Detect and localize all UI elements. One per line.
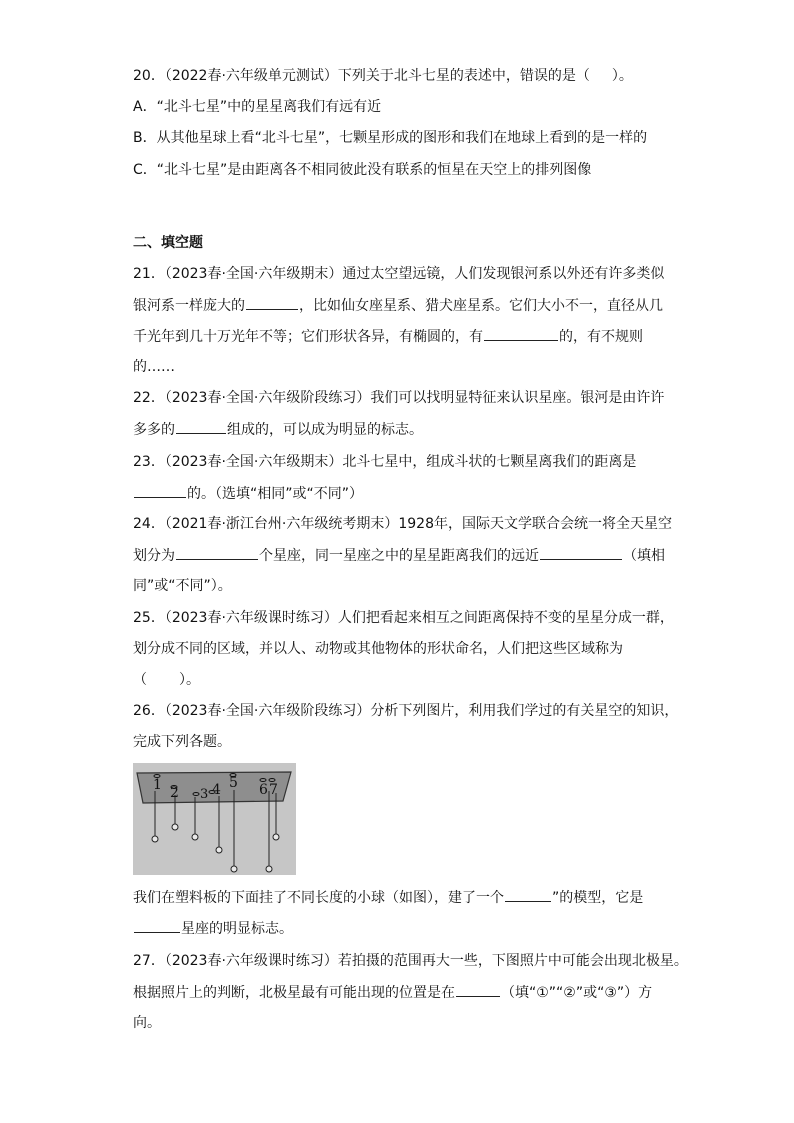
q25-line3: （ ）。 bbox=[133, 672, 200, 688]
q24-blank-1[interactable] bbox=[176, 545, 258, 560]
q26-blank-1[interactable] bbox=[505, 887, 551, 902]
q24-line1: 24．（2021春·浙江台州·六年级统考期末）1928年，国际天文学联合会统一将全天星空 bbox=[133, 516, 672, 532]
q27-line2: 根据照片上的判断，北极星最有可能出现的位置是在 （填“①”“②”或“③”）方 bbox=[133, 982, 652, 1003]
q23-blank[interactable] bbox=[134, 483, 186, 498]
fig-label-6: 6 bbox=[259, 782, 268, 798]
q24-line2: 划分为 个星座，同一星座之中的星星距离我们的远近 （填相 bbox=[133, 545, 665, 566]
q20-option-c[interactable]: C．“北斗七星”是由距离各不相同彼此没有联系的恒星在天空上的排列图像 bbox=[133, 162, 592, 178]
q24-line3: 同”或“不同”）。 bbox=[133, 578, 232, 594]
q23-line1: 23．（2023春·全国·六年级期末）北斗七星中，组成斗状的七颗星离我们的距离是 bbox=[133, 454, 637, 470]
fig-label-4: 4 bbox=[212, 782, 221, 798]
fig-label-1: 1 bbox=[153, 777, 162, 793]
q22-line2: 多多的 组成的，可以成为明显的标志。 bbox=[133, 419, 423, 440]
q20-option-b[interactable]: B．从其他星球上看“北斗七星”，七颗星形成的图形和我们在地球上看到的是一样的 bbox=[133, 130, 648, 146]
q21-blank-2[interactable] bbox=[484, 326, 558, 341]
q27-blank[interactable] bbox=[456, 982, 500, 997]
q21-line1: 21．（2023春·全国·六年级期末）通过太空望远镜，人们发现银河系以外还有许多类似 bbox=[133, 266, 665, 282]
q25-line1: 25．（2023春·六年级课时练习）人们把看起来相互之间距离保持不变的星星分成一群， bbox=[133, 610, 674, 626]
q20-stem: 20．（2022春·六年级单元测试）下列关于北斗七星的表述中，错误的是（ ）。 bbox=[133, 68, 633, 84]
q21-blank-1[interactable] bbox=[246, 295, 298, 310]
section-title: 二、填空题 bbox=[133, 235, 203, 251]
q24-blank-2[interactable] bbox=[540, 545, 622, 560]
q27-line3: 向。 bbox=[133, 1015, 161, 1031]
constellation-model-photo bbox=[133, 763, 296, 875]
q20-option-a[interactable]: A．“北斗七星”中的星星离我们有远有近 bbox=[133, 99, 382, 115]
fig-label-3: 3 bbox=[200, 787, 209, 802]
q21-line4: 的…… bbox=[133, 359, 175, 375]
q26-line3: 我们在塑料板的下面挂了不同长度的小球（如图），建了一个 ”的模型，它是 bbox=[133, 887, 643, 908]
q22-line1: 22．（2023春·全国·六年级阶段练习）我们可以找明显特征来认识星座。银河是由许许 bbox=[133, 390, 665, 406]
fig-label-5: 5 bbox=[229, 775, 238, 791]
q26-line2: 完成下列各题。 bbox=[133, 734, 231, 750]
q26-line4: 星座的明显标志。 bbox=[133, 918, 293, 939]
q21-line3: 千光年到几十万光年不等；它们形状各异，有椭圆的，有 的，有不规则 bbox=[133, 326, 643, 347]
q23-line2: 的。（选填“相同”或“不同”） bbox=[133, 483, 363, 504]
fig-label-2: 2 bbox=[170, 785, 179, 801]
q26-line1: 26．（2023春·全国·六年级阶段练习）分析下列图片，利用我们学过的有关星空的知识， bbox=[133, 703, 679, 719]
q21-line2: 银河系一样庞大的 ，比如仙女座星系、猎犬座星系。它们大小不一，直径从几 bbox=[133, 295, 663, 316]
q26-blank-2[interactable] bbox=[134, 918, 180, 933]
q25-line2: 划分成不同的区域，并以人、动物或其他物体的形状命名，人们把这些区域称为 bbox=[133, 641, 623, 657]
q27-line1: 27．（2023春·六年级课时练习）若拍摄的范围再大一些，下图照片中可能会出现北极星。 bbox=[133, 953, 688, 969]
q22-blank[interactable] bbox=[176, 419, 226, 434]
fig-label-7: 7 bbox=[269, 782, 278, 798]
